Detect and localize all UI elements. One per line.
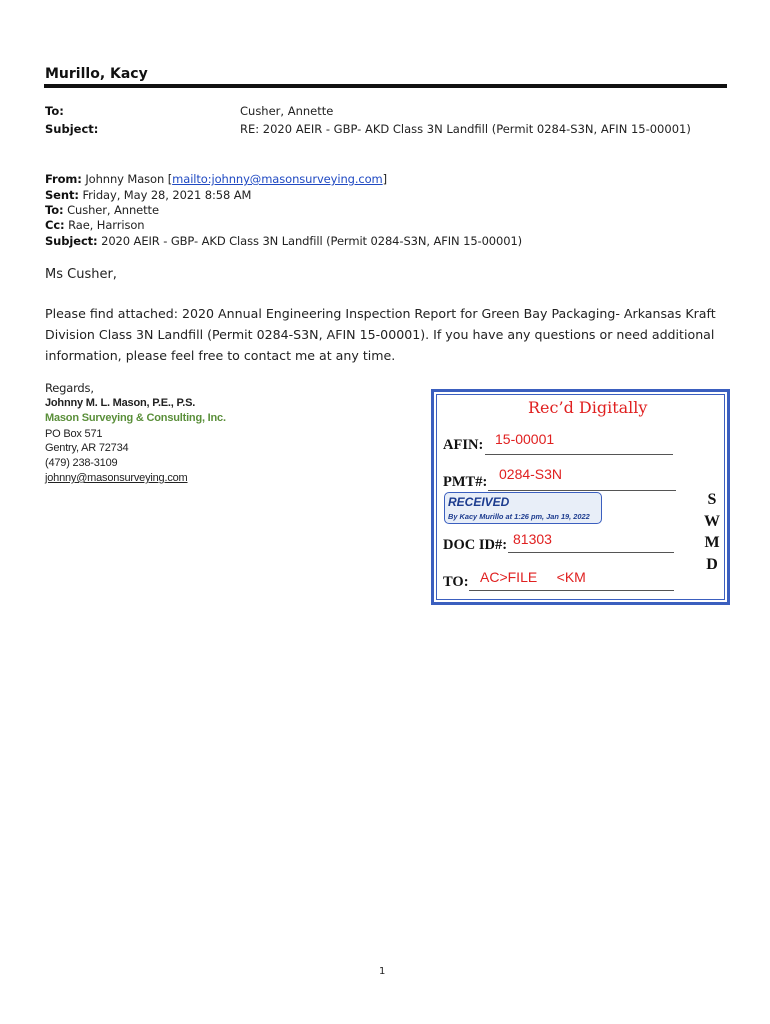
greeting: Ms Cusher, [45,267,117,282]
afin-line [485,454,673,455]
docid-value: 81303 [513,531,552,547]
original-to-label: To: [45,203,64,217]
afin-label: AFIN: [443,437,484,453]
stamp-to-line [469,590,674,591]
stamp-to-value: AC>FILE <KM [480,569,586,585]
bracket-open: [ [167,172,173,186]
regards: Regards, [45,381,94,395]
body-line-3: information, please feel free to contact me at any time. [45,348,396,363]
original-subject-line [45,234,522,248]
original-subject-label: Subject: [45,234,98,248]
swmd-letter-m: M [704,534,720,551]
received-badge-detail: By Kacy Murillo at 1:26 pm, Jan 19, 2022 [448,512,590,521]
swmd-letter-s: S [707,491,717,508]
afin-value: 15-00001 [495,431,555,447]
subject-value: RE: 2020 AEIR - GBP- AKD Class 3N Landfill (Permit 0284-S3N, AFIN 15-00001) [240,122,691,136]
header-rule [44,84,727,88]
body-line-2: Division Class 3N Landfill (Permit 0284-S3N, AFIN 15-00001). If you have any questions or need additional [45,327,715,342]
subject-label: Subject: [45,122,99,136]
stamp-to-label: TO: [443,574,469,590]
received-badge-title: RECEIVED [448,495,510,509]
sent-value: Friday, May 28, 2021 8:58 AM [82,188,252,202]
page-number: 1 [379,966,386,977]
from-email-link[interactable]: mailto:johnny@masonsurveying.com [172,172,383,186]
signature-email-link[interactable]: johnny@masonsurveying.com [45,472,188,484]
signature-company: Mason Surveying & Consulting, Inc. [45,412,226,424]
to-label: To: [45,104,64,118]
cc-line [45,218,144,232]
swmd-letter-d: D [706,556,718,573]
original-to-value: Cusher, Annette [67,203,159,217]
signature-phone: (479) 238-3109 [45,457,118,469]
signature-po-box: PO Box 571 [45,428,103,440]
swmd-letter-w: W [704,513,720,530]
original-to-line [45,203,159,217]
cc-value: Rae, Harrison [68,218,145,232]
pmt-label: PMT#: [443,474,488,490]
signature-name: Johnny M. L. Mason, P.E., P.S. [45,397,196,409]
sent-line [45,188,251,202]
body-line-1: Please find attached: 2020 Annual Engineering Inspection Report for Green Bay Packaging- Arkansas Kraft [45,306,716,321]
message-body [45,303,715,366]
cc-label: Cc: [45,218,65,232]
mailbox-owner: Murillo, Kacy [45,66,148,82]
original-subject-value: 2020 AEIR - GBP- AKD Class 3N Landfill (Permit 0284-S3N, AFIN 15-00001) [101,234,523,248]
stamp-title: Rec’d Digitally [528,398,648,417]
bracket-close: ] [382,172,388,186]
sent-label: Sent: [45,188,79,202]
pmt-line [488,490,676,491]
signature-city: Gentry, AR 72734 [45,442,129,454]
from-line [45,172,387,186]
pmt-value: 0284-S3N [499,466,563,482]
from-label: From: [45,172,82,186]
from-name: Johnny Mason [85,172,165,186]
docid-line [508,552,674,553]
docid-label: DOC ID#: [443,537,508,553]
to-value: Cusher, Annette [240,104,334,118]
